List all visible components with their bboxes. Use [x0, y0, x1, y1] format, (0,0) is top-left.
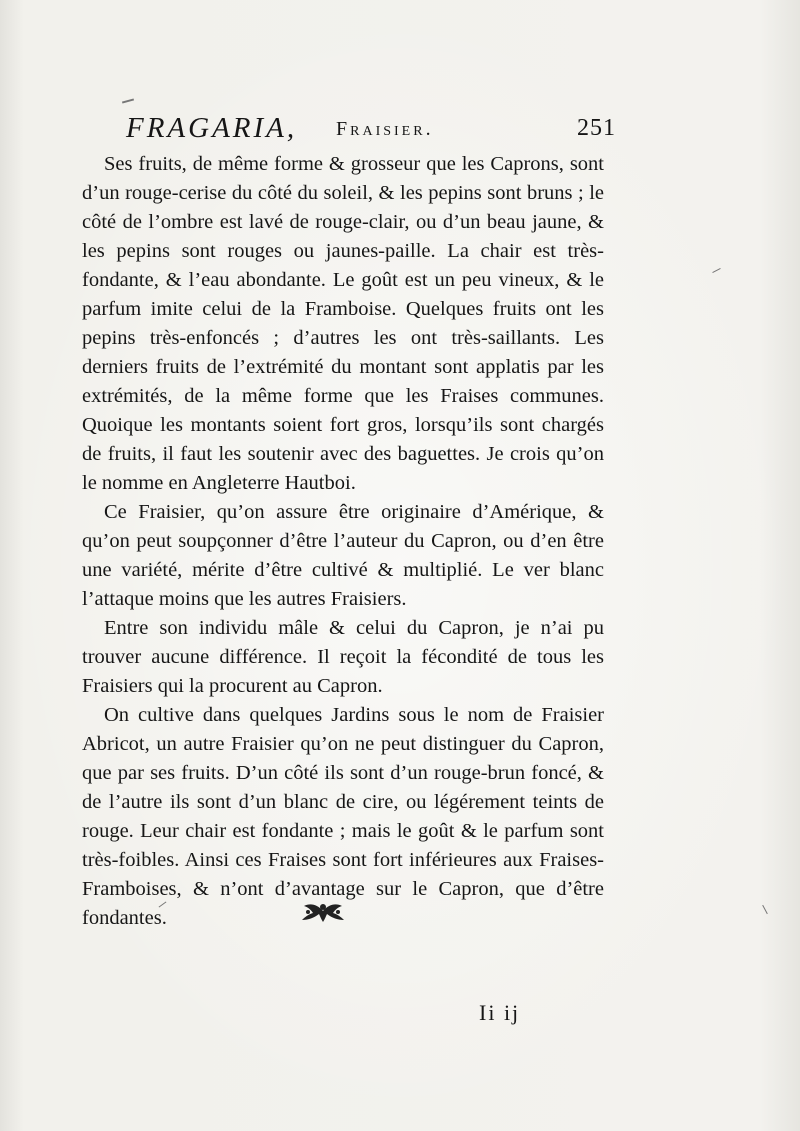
running-subtitle: Fraisier. [336, 118, 434, 140]
stray-ink-mark [712, 268, 720, 273]
running-header [126, 112, 616, 146]
signature-mark: Ii ij [479, 1000, 521, 1025]
paragraph-4: On cultive dans quelques Jardins sous le nom de Fraisier Abricot, un autre Fraisier qu’on ne peut distinguer du Capron, que par ses fruits. D’un côté ils sont d’un rouge-brun foncé, & de l’autre ils sont d’un blanc de cire, ou légérement teints de rouge. Leur chair est fondante ; mais le goût & le parfum sont très-foibles. Ainsi ces Fraises sont fort inférieures aux Fraises-Framboises, & n’ont d’avantage sur le Capron, que d’être fondantes. [82, 704, 604, 929]
running-title: FRAGARIA, [126, 112, 298, 144]
fleuron-icon [297, 898, 349, 924]
stray-ink-mark [762, 905, 768, 914]
paragraph-1: Ses fruits, de même forme & grosseur que les Caprons, sont d’un rouge-cerise du côté du soleil, & les pepins sont bruns ; le côté de l’ombre est lavé de rouge-clair, ou d’un beau jaune, & les pepins sont rouges ou jaunes-paille. La chair est très-fondante, & l’eau abondante. Le goût est un peu vineux, & le parfum imite celui de la Framboise. Quelques fruits ont les pepins très-enfoncés ; d’autres les ont très-saillants. Les derniers fruits de l’extrémité du montant sont applatis par les extrémités, de la même forme que les Fraises communes. Quoique les montants soient fort gros, lorsqu’ils sont chargés de fruits, il faut les soutenir avec des baguettes. Je crois qu’on le nomme en Angleterre Hautboi. [82, 153, 604, 494]
stray-ink-mark [122, 98, 134, 103]
paragraph-3: Entre son individu mâle & celui du Capron, je n’ai pu trouver aucune différence. Il reçoit la fécondité de tous les Fraisiers qui la procurent au Capron. [82, 617, 604, 697]
paragraph-2: Ce Fraisier, qu’on assure être originaire d’Amérique, & qu’on peut soupçonner d’être l’auteur du Capron, ou d’en être une variété, mérite d’être cultivé & multiplié. Le ver blanc l’attaque moins que les autres Fraisiers. [82, 501, 604, 610]
page-number: 251 [577, 115, 616, 141]
body-text [82, 150, 604, 933]
